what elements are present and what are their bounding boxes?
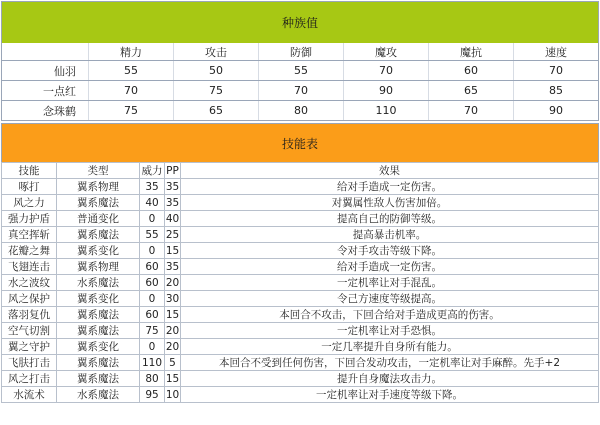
table-row — [2, 211, 599, 227]
skill-type: 水系魔法 — [57, 387, 140, 403]
table-row — [2, 387, 599, 403]
skill-effect: 一定机率让对手恐惧。 — [181, 323, 599, 339]
skill-effect: 对翼属性敌人伤害加倍。 — [181, 195, 599, 211]
skill-name: 落羽复仇 — [2, 307, 57, 323]
base-stats-table — [1, 1, 599, 121]
stat-value: 75 — [89, 101, 174, 121]
skill-name: 飞肤打击 — [2, 355, 57, 371]
skill-power: 60 — [140, 259, 165, 275]
table-row — [2, 101, 599, 121]
skill-effect: 提高暴击机率。 — [181, 227, 599, 243]
table-row — [2, 227, 599, 243]
stat-value: 80 — [259, 101, 344, 121]
skill-pp: 10 — [165, 388, 180, 401]
table-row — [2, 195, 599, 211]
stat-value: 70 — [429, 101, 514, 121]
skill-effect: 令对手攻击等级下降。 — [181, 243, 599, 259]
skill-effect: 给对手造成一定伤害。 — [181, 179, 599, 195]
skill-type: 翼系魔法 — [57, 195, 140, 211]
skill-effect: 一定几率提升自身所有能力。 — [181, 339, 599, 355]
skill-power: 0 — [140, 243, 165, 259]
table-row — [2, 259, 599, 275]
skill-name: 强力护盾 — [2, 211, 57, 227]
skill-type: 翼系魔法 — [57, 227, 140, 243]
skill-name: 翼之守护 — [2, 339, 57, 355]
stat-value: 65 — [174, 101, 259, 121]
skill-type: 翼系魔法 — [57, 307, 140, 323]
skill-effect: 本回合不受到任何伤害，下回合发动攻击，一定机率让对手麻醉。先手+2 — [181, 355, 599, 371]
skill-name: 飞翅连击 — [2, 259, 57, 275]
skill-pp: 35 — [165, 260, 180, 273]
skill-pp: 20 — [165, 340, 180, 353]
stat-value: 70 — [89, 81, 174, 101]
skill-effect: 给对手造成一定伤害。 — [181, 259, 599, 275]
skill-name: 风之打击 — [2, 371, 57, 387]
skill-type: 翼系物理 — [57, 259, 140, 275]
skill-type: 翼系魔法 — [57, 371, 140, 387]
skill-name: 真空挥斩 — [2, 227, 57, 243]
column-header: 防御 — [259, 43, 344, 61]
skill-power: 110 — [140, 355, 165, 371]
table-row — [2, 323, 599, 339]
skill-type: 翼系魔法 — [57, 323, 140, 339]
skill-effect: 令己方速度等级提高。 — [181, 291, 599, 307]
column-header: 技能 — [2, 163, 57, 179]
skill-pp: 35 — [165, 196, 180, 209]
skills-header-row — [2, 163, 599, 179]
skill-effect: 本回合不攻击，下回合给对手造成更高的伤害。 — [181, 307, 599, 323]
stat-value: 70 — [514, 61, 599, 81]
skill-power: 75 — [140, 323, 165, 339]
stat-value: 60 — [429, 61, 514, 81]
skill-power: 0 — [140, 339, 165, 355]
skill-pp: 35 — [165, 180, 180, 193]
column-header: 类型 — [57, 163, 140, 179]
column-header: 魔抗 — [429, 43, 514, 61]
skill-type: 翼系物理 — [57, 179, 140, 195]
skill-pp: 15 — [165, 372, 180, 385]
column-header: PP — [166, 164, 179, 177]
skill-power: 60 — [140, 275, 165, 291]
column-header: 魔攻 — [344, 43, 429, 61]
skill-type: 翼系变化 — [57, 339, 140, 355]
skill-name: 花瓣之舞 — [2, 243, 57, 259]
table-row — [2, 307, 599, 323]
table-row — [2, 339, 599, 355]
table-row — [2, 371, 599, 387]
column-header: 精力 — [89, 43, 174, 61]
skill-pp: 25 — [165, 228, 180, 241]
stat-value: 90 — [514, 101, 599, 121]
form-name: 仙羽 — [2, 61, 89, 81]
skill-name: 啄打 — [2, 179, 57, 195]
column-header: 效果 — [181, 163, 599, 179]
table-row — [2, 355, 599, 371]
skill-type: 翼系变化 — [57, 291, 140, 307]
skill-power: 55 — [140, 227, 165, 243]
skill-name: 风之保护 — [2, 291, 57, 307]
form-name: 一点红 — [2, 81, 89, 101]
skill-power: 40 — [140, 195, 165, 211]
skill-name: 水流术 — [2, 387, 57, 403]
header-blank-cell — [2, 43, 89, 61]
stat-value: 75 — [174, 81, 259, 101]
stat-value: 55 — [259, 61, 344, 81]
stat-value: 55 — [89, 61, 174, 81]
skill-power: 0 — [140, 211, 165, 227]
base-stats-title: 种族值 — [2, 2, 599, 44]
stat-value: 90 — [344, 81, 429, 101]
skill-power: 0 — [140, 291, 165, 307]
stat-value: 50 — [174, 61, 259, 81]
column-header: 威力 — [140, 163, 165, 179]
stat-value: 110 — [344, 101, 429, 121]
stat-value: 65 — [429, 81, 514, 101]
stat-value: 70 — [344, 61, 429, 81]
stat-value: 85 — [514, 81, 599, 101]
skill-power: 95 — [140, 387, 165, 403]
skill-effect: 一定机率让对手速度等级下降。 — [181, 387, 599, 403]
skill-pp: 15 — [165, 308, 180, 321]
skills-title: 技能表 — [2, 124, 599, 163]
skill-type: 水系魔法 — [57, 275, 140, 291]
skill-name: 空气切割 — [2, 323, 57, 339]
skill-pp: 30 — [165, 292, 180, 305]
table-row — [2, 291, 599, 307]
table-row — [2, 179, 599, 195]
skill-effect: 提升自身魔法攻击力。 — [181, 371, 599, 387]
column-header: 速度 — [514, 43, 599, 61]
skill-effect: 一定机率让对手混乱。 — [181, 275, 599, 291]
skill-type: 翼系魔法 — [57, 355, 140, 371]
skill-name: 风之力 — [2, 195, 57, 211]
table-row — [2, 243, 599, 259]
skill-pp: 15 — [165, 244, 180, 257]
table-row — [2, 81, 599, 101]
skill-effect: 提高自己的防御等级。 — [181, 211, 599, 227]
skill-type: 普通变化 — [57, 211, 140, 227]
skill-power: 80 — [140, 371, 165, 387]
stat-value: 70 — [259, 81, 344, 101]
column-header: 攻击 — [174, 43, 259, 61]
base-stats-header-row — [2, 43, 599, 61]
form-name: 念珠鹤 — [2, 101, 89, 121]
skill-pp: 20 — [165, 324, 180, 337]
skill-name: 水之波纹 — [2, 275, 57, 291]
skill-pp: 40 — [165, 212, 180, 225]
table-row — [2, 275, 599, 291]
skill-type: 翼系变化 — [57, 243, 140, 259]
table-row — [2, 61, 599, 81]
skills-table — [1, 123, 599, 403]
skill-power: 60 — [140, 307, 165, 323]
skill-power: 35 — [140, 179, 165, 195]
skill-pp: 20 — [165, 276, 180, 289]
skill-pp: 5 — [165, 355, 181, 371]
